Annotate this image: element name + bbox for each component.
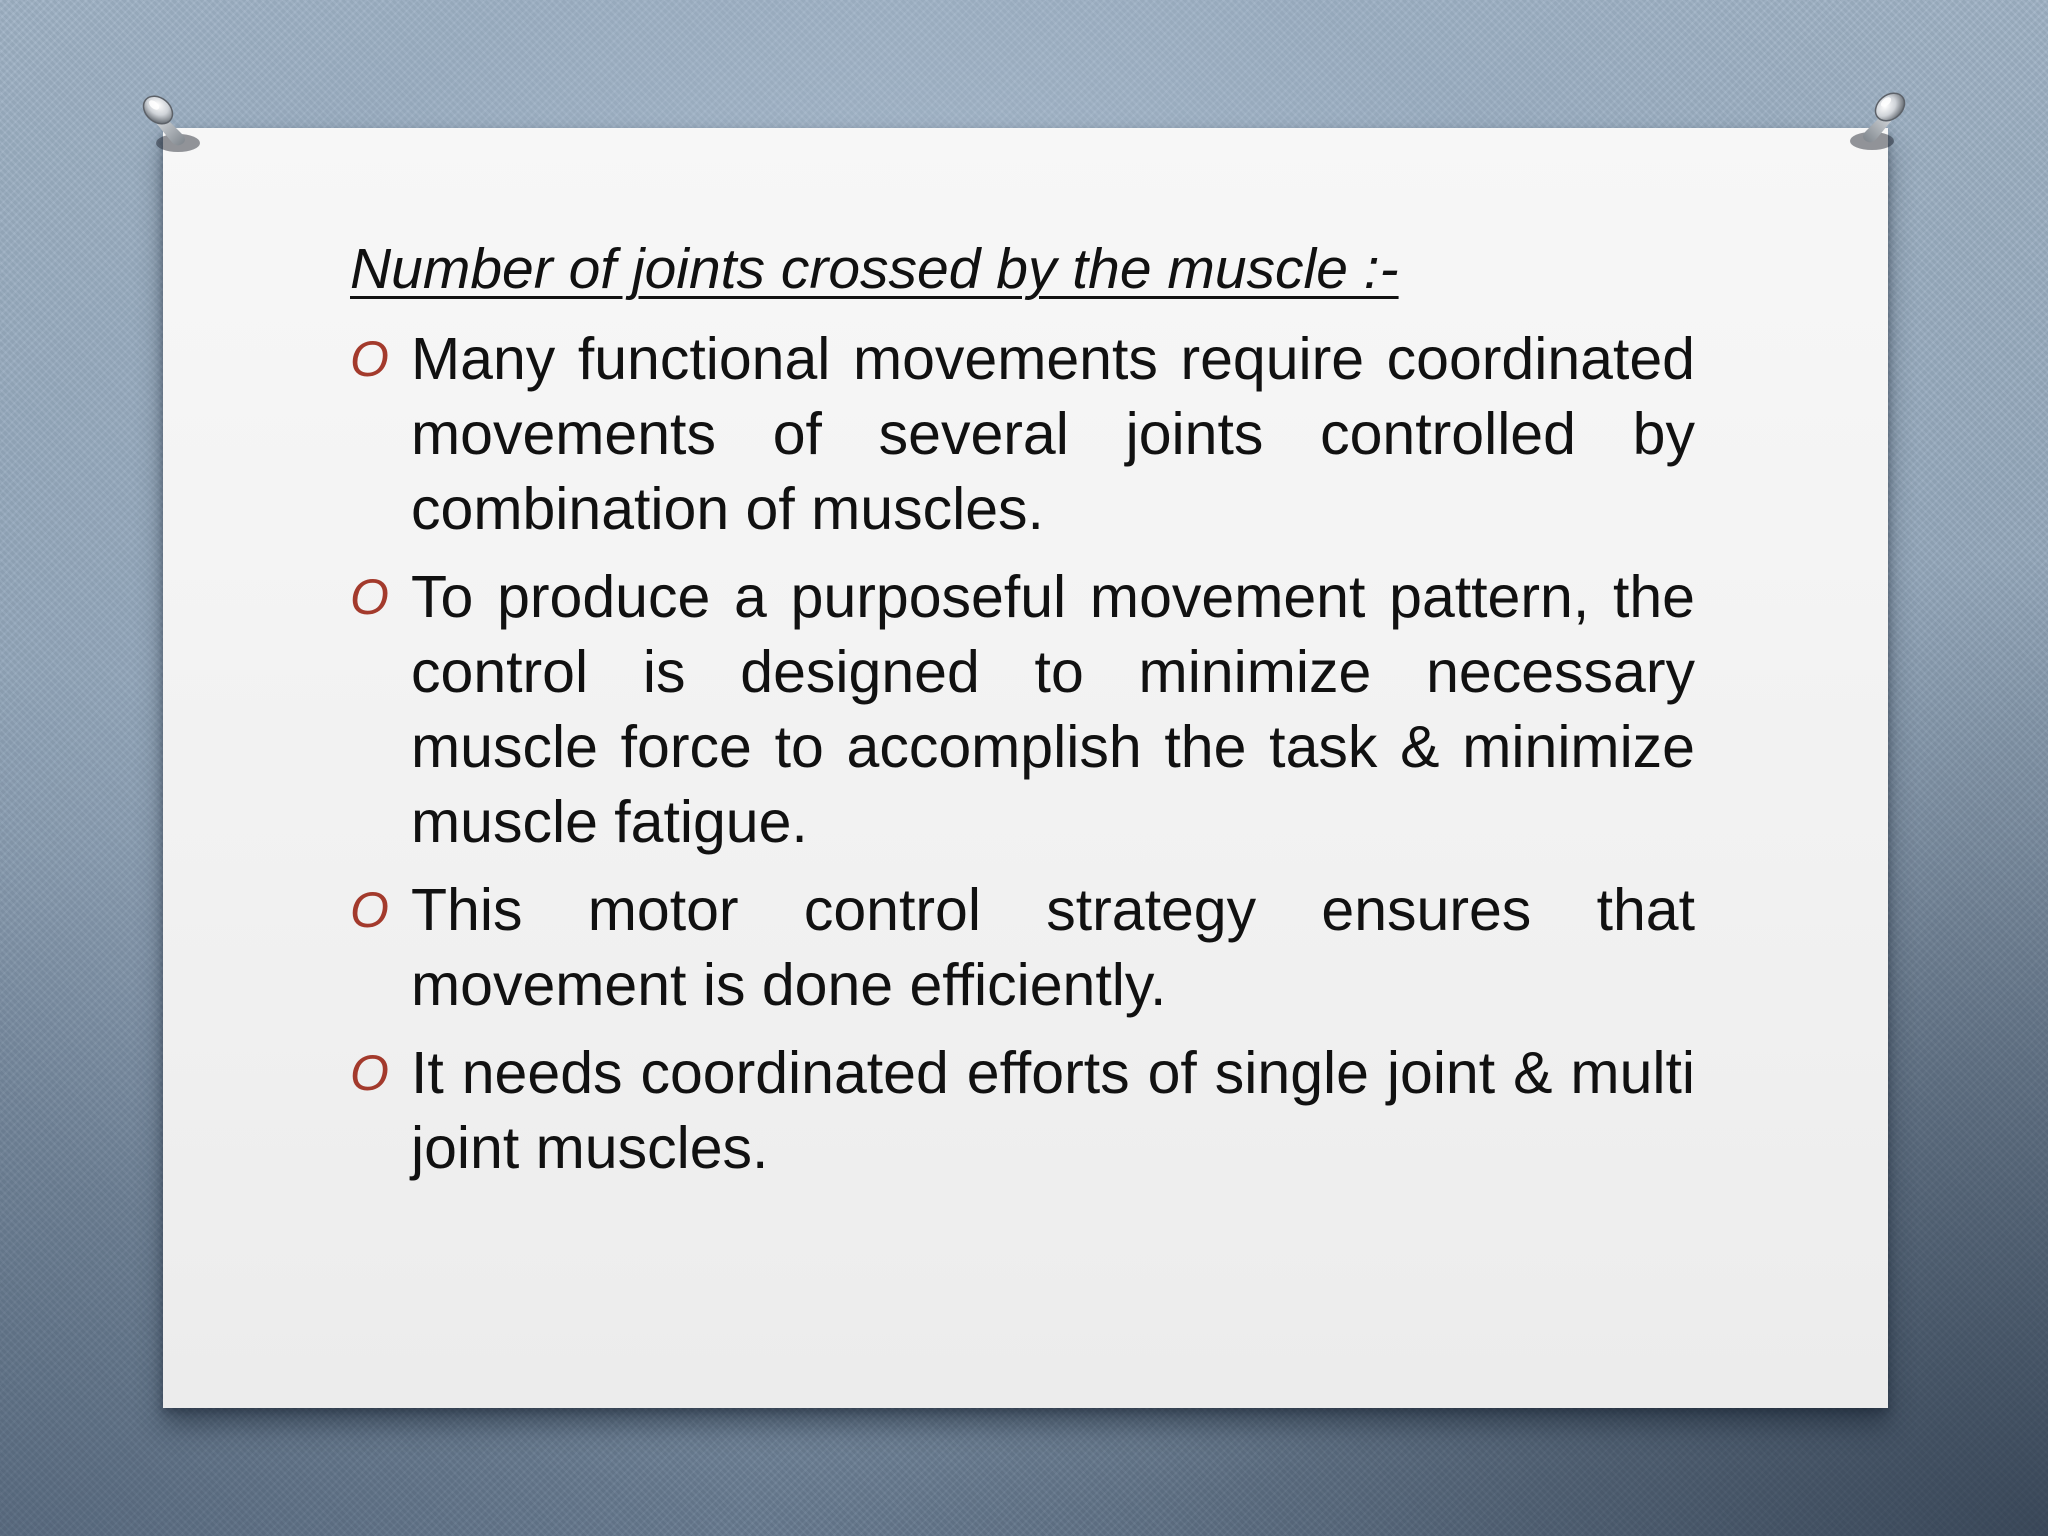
bullet-text: This motor control strategy ensures that movement is done efficiently.	[411, 877, 1695, 1018]
slide-title: Number of joints crossed by the muscle :-	[350, 237, 1399, 301]
bullet-list	[350, 322, 1695, 1199]
bullet-text: Many functional movements require coordinated movements of several joints controlled by combination of muscles.	[411, 326, 1695, 542]
list-item	[350, 1036, 1695, 1186]
bullet-text: To produce a purposeful movement pattern, the control is designed to minimize necessary muscle force to accomplish the task & minimize muscle fatigue.	[411, 564, 1695, 855]
list-item	[350, 322, 1695, 547]
push-pin-icon	[138, 88, 208, 158]
bullet-marker-icon: O	[350, 1045, 389, 1101]
push-pin-icon	[1840, 85, 1910, 155]
bullet-text: It needs coordinated efforts of single joint & multi joint muscles.	[411, 1040, 1695, 1181]
list-item	[350, 560, 1695, 860]
bullet-marker-icon: O	[350, 882, 389, 938]
bullet-marker-icon: O	[350, 569, 389, 625]
list-item	[350, 873, 1695, 1023]
bullet-marker-icon: O	[350, 331, 389, 387]
